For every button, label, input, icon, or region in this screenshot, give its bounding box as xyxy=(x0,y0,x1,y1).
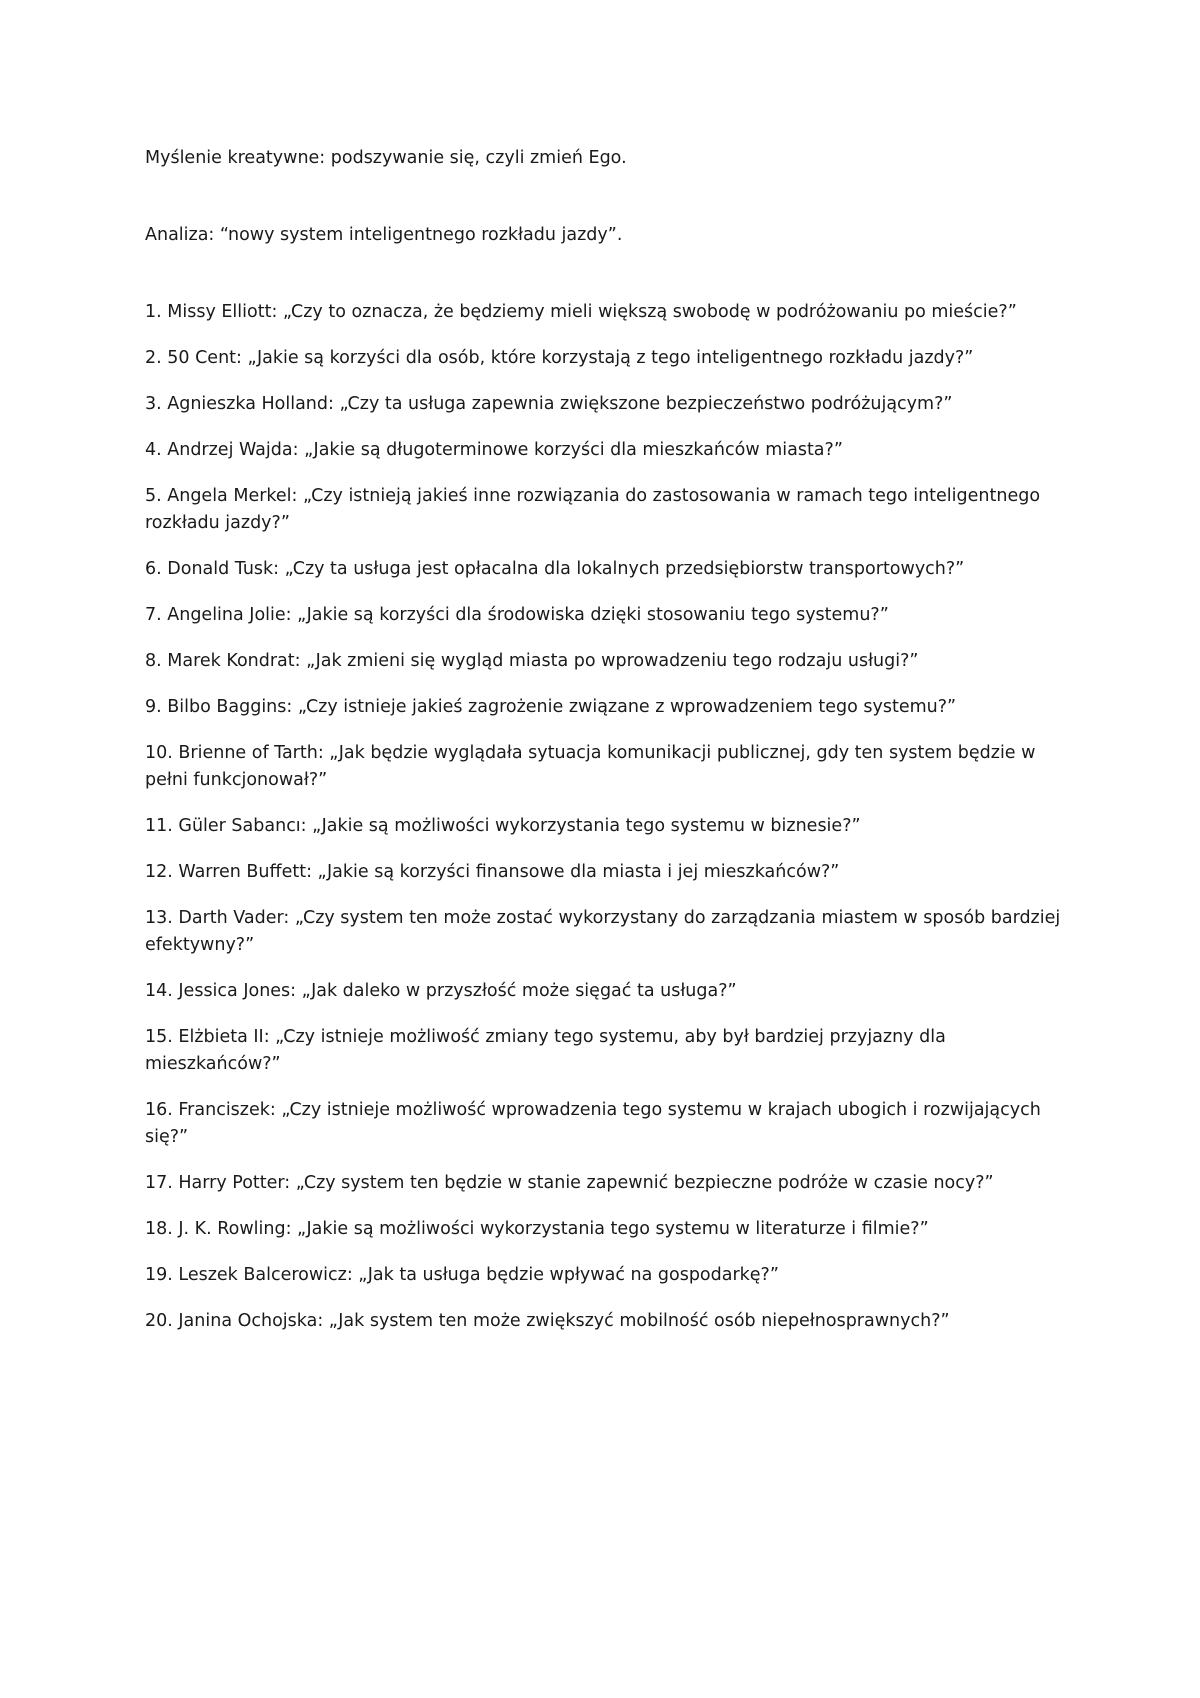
list-item: 3. Agnieszka Holland: „Czy ta usługa zapewnia zwiększone bezpieczeństwo podróżującym?” xyxy=(145,394,953,414)
document-body xyxy=(145,145,1075,1354)
list-item: 5. Angela Merkel: „Czy istnieją jakieś inne rozwiązania do zastosowania w ramach tego inteligentnego rozkładu jazdy?” xyxy=(145,486,1041,533)
list-item: 16. Franciszek: „Czy istnieje możliwość wprowadzenia tego systemu w krajach ubogich i rozwijających się?” xyxy=(145,1100,1041,1147)
list-item: 18. J. K. Rowling: „Jakie są możliwości wykorzystania tego systemu w literaturze i filmie?” xyxy=(145,1219,929,1239)
list-item: 9. Bilbo Baggins: „Czy istnieje jakieś zagrożenie związane z wprowadzeniem tego systemu?” xyxy=(145,697,957,717)
list-item: 6. Donald Tusk: „Czy ta usługa jest opłacalna dla lokalnych przedsiębiorstw transportowych?” xyxy=(145,559,965,579)
list-item: 12. Warren Buffett: „Jakie są korzyści finansowe dla miasta i jej mieszkańców?” xyxy=(145,862,840,882)
list-item: 15. Elżbieta II: „Czy istnieje możliwość zmiany tego systemu, aby był bardziej przyjazny dla mieszkańców?” xyxy=(145,1027,946,1074)
list-item: 4. Andrzej Wajda: „Jakie są długoterminowe korzyści dla mieszkańców miasta?” xyxy=(145,440,843,460)
list-item: 7. Angelina Jolie: „Jakie są korzyści dla środowiska dzięki stosowaniu tego systemu?” xyxy=(145,605,889,625)
analysis-heading: Analiza: “nowy system inteligentnego rozkładu jazdy”. xyxy=(145,225,623,245)
list-item: 13. Darth Vader: „Czy system ten może zostać wykorzystany do zarządzania miastem w sposób bardziej efektywny?” xyxy=(145,908,1061,955)
document-title: Myślenie kreatywne: podszywanie się, czyli zmień Ego. xyxy=(145,148,627,168)
list-item: 1. Missy Elliott: „Czy to oznacza, że będziemy mieli większą swobodę w podróżowaniu po mieście?” xyxy=(145,302,1017,322)
list-item: 8. Marek Kondrat: „Jak zmieni się wygląd miasta po wprowadzeniu tego rodzaju usługi?” xyxy=(145,651,919,671)
list-item: 20. Janina Ochojska: „Jak system ten może zwiększyć mobilność osób niepełnosprawnych?” xyxy=(145,1311,950,1331)
list-item: 11. Güler Sabancı: „Jakie są możliwości wykorzystania tego systemu w biznesie?” xyxy=(145,816,861,836)
list-item: 10. Brienne of Tarth: „Jak będzie wyglądała sytuacja komunikacji publicznej, gdy ten system będzie w pełni funkcjonował?” xyxy=(145,743,1036,790)
list-item: 17. Harry Potter: „Czy system ten będzie w stanie zapewnić bezpieczne podróże w czasie nocy?” xyxy=(145,1173,994,1193)
list-item: 2. 50 Cent: „Jakie są korzyści dla osób, które korzystają z tego inteligentnego rozkładu jazdy?” xyxy=(145,348,974,368)
question-list xyxy=(145,299,1075,1335)
list-item: 14. Jessica Jones: „Jak daleko w przyszłość może sięgać ta usługa?” xyxy=(145,981,737,1001)
list-item: 19. Leszek Balcerowicz: „Jak ta usługa będzie wpływać na gospodarkę?” xyxy=(145,1265,779,1285)
